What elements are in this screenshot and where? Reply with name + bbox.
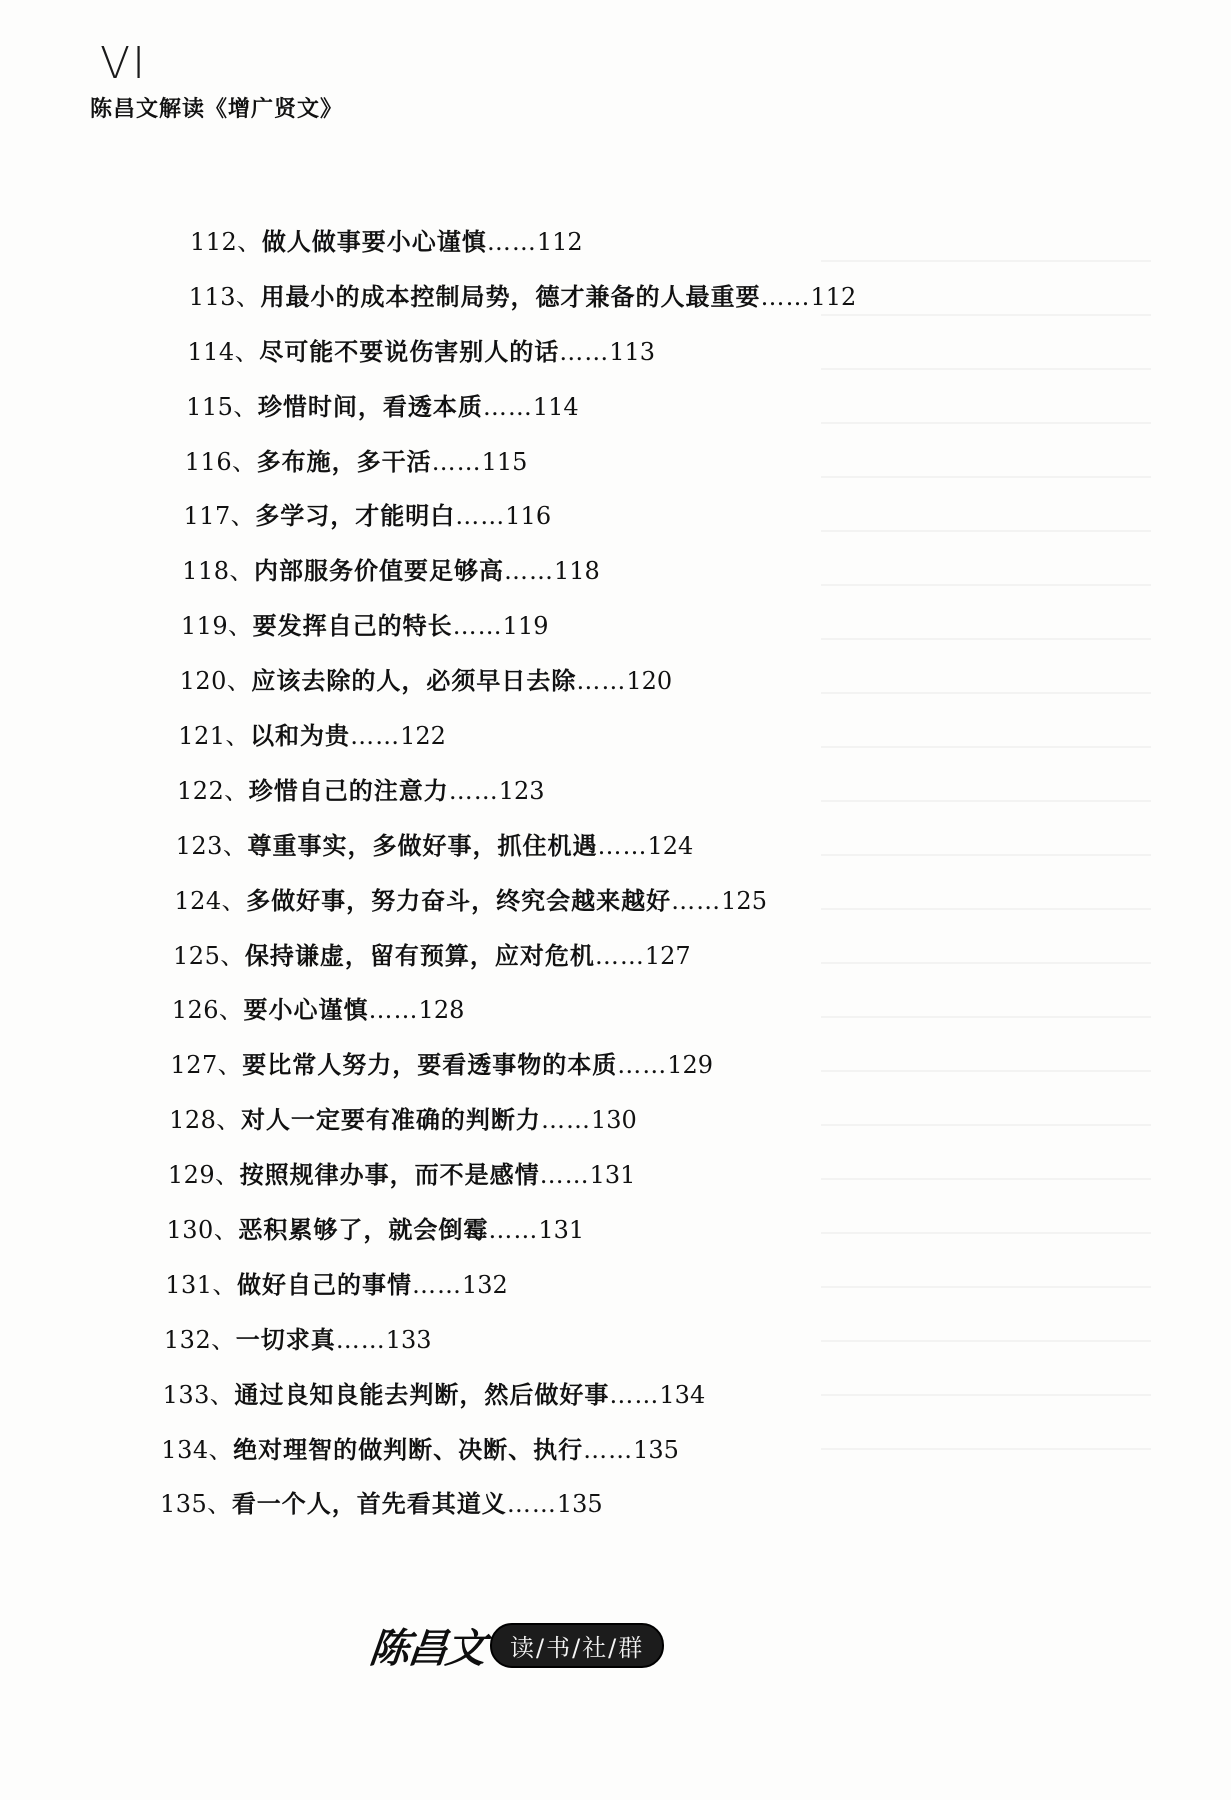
toc-entry-page: 112 <box>536 228 583 256</box>
toc-entry-leader: …… <box>583 1435 634 1464</box>
toc-entry-title: 绝对理智的做判断、决断、执行 <box>233 1435 584 1464</box>
toc-entry-page: 131 <box>538 1216 585 1245</box>
toc-entry-leader: …… <box>455 502 506 531</box>
toc-entry-title: 恶积累够了，就会倒霉 <box>238 1216 489 1245</box>
toc-entry-title: 用最小的成本控制局势，德才兼备的人最重要 <box>260 282 761 311</box>
toc-entry-number: 121、 <box>178 722 251 751</box>
toc-entry-number: 114、 <box>187 337 260 366</box>
toc-entry-leader: …… <box>539 1161 590 1190</box>
toc-entry-number: 116、 <box>184 447 257 476</box>
toc-entry-number: 120、 <box>179 667 252 696</box>
toc-entry-page: 114 <box>532 392 579 421</box>
toc-entry <box>0 215 1231 270</box>
toc-entry-leader: …… <box>576 667 627 696</box>
toc-entry-title: 内部服务价值要足够高 <box>253 557 504 586</box>
toc-entry-leader: …… <box>540 1106 591 1135</box>
toc-entry-leader: …… <box>617 1051 668 1080</box>
toc-entry <box>0 709 1231 764</box>
toc-entry-leader: …… <box>486 228 537 256</box>
toc-entry-number: 128、 <box>169 1106 241 1135</box>
toc-entry-title: 以和为贵 <box>250 722 351 751</box>
toc-entry <box>0 270 1231 325</box>
toc-entry-leader: …… <box>335 1325 386 1354</box>
toc-entry-title: 对人一定要有准确的判断力 <box>240 1106 541 1135</box>
toc-entry-title: 按照规律办事，而不是感情 <box>239 1161 540 1190</box>
toc-entry-leader: …… <box>609 1380 660 1409</box>
toc-entry <box>0 1148 1231 1203</box>
toc-entry-page: 113 <box>609 337 656 366</box>
toc-entry-number: 134、 <box>161 1435 234 1464</box>
toc-entry-number: 133、 <box>162 1380 235 1409</box>
toc-entry-leader: …… <box>597 831 648 860</box>
toc-entry-page: 133 <box>385 1325 432 1354</box>
toc-entry-title: 多做好事，努力奋斗，终究会越来越好 <box>246 886 672 915</box>
toc-entry-number: 117、 <box>183 502 256 531</box>
toc-entry-page: 112 <box>810 282 857 311</box>
toc-entry-page: 134 <box>659 1380 706 1409</box>
toc-entry-title: 一切求真 <box>235 1325 336 1354</box>
toc-entry-leader: …… <box>350 722 401 751</box>
toc-entry-title: 保持谦虚，留有预算，应对危机 <box>244 941 595 970</box>
toc-entry-number: 131、 <box>165 1270 238 1299</box>
toc-entry-number: 124、 <box>174 886 247 915</box>
toc-entry-title: 看一个人，首先看其道义 <box>231 1490 507 1519</box>
toc-entry-title: 做人做事要小心谨慎 <box>261 228 487 256</box>
toc-entry <box>0 380 1231 435</box>
toc-entry-leader: …… <box>368 996 419 1025</box>
toc-entry-title: 尊重事实，多做好事，抓住机遇 <box>247 831 598 860</box>
toc-entry-leader: …… <box>760 282 811 311</box>
running-head: 陈昌文解读《增广贤文》 <box>90 97 344 122</box>
toc-entry-title: 通过良知良能去判断，然后做好事 <box>234 1380 610 1409</box>
toc-entry <box>0 819 1231 874</box>
toc-entry-leader: …… <box>488 1216 539 1245</box>
toc-entry <box>0 929 1231 984</box>
toc-entry-page: 128 <box>418 996 465 1025</box>
toc-entry-page: 127 <box>644 941 691 970</box>
toc-entry <box>0 1038 1231 1093</box>
toc-entry <box>0 1423 1231 1478</box>
toc-entry-leader: …… <box>559 337 610 366</box>
toc-entry <box>0 874 1231 929</box>
toc-entry <box>0 654 1231 709</box>
toc-entry <box>0 1477 1231 1532</box>
toc-entry-title: 尽可能不要说伤害别人的话 <box>259 337 560 366</box>
toc-entry-number: 122、 <box>176 776 249 805</box>
toc-entry-leader: …… <box>412 1270 463 1299</box>
toc-entry-title: 要小心谨慎 <box>243 996 369 1025</box>
toc-entry <box>0 1313 1231 1368</box>
toc-entry-number: 127、 <box>170 1051 243 1080</box>
toc-entry-title: 要比常人努力，要看透事物的本质 <box>242 1051 618 1080</box>
toc-entry-leader: …… <box>431 447 482 476</box>
toc-entry-page: 131 <box>589 1161 636 1190</box>
toc-entry <box>0 489 1231 544</box>
toc-entry-title: 要发挥自己的特长 <box>252 612 453 641</box>
toc-entry-page: 129 <box>667 1051 714 1080</box>
toc-entry-leader: …… <box>671 886 722 915</box>
toc-entry-page: 122 <box>400 722 446 751</box>
toc-entry-page: 119 <box>502 612 549 641</box>
toc-entry-number: 115、 <box>186 392 258 421</box>
toc-entry-number: 113、 <box>188 282 261 311</box>
toc-entry-leader: …… <box>482 392 533 421</box>
toc-entry-number: 125、 <box>173 941 245 970</box>
toc-entry-page: 115 <box>481 447 528 476</box>
toc-entry-number: 119、 <box>180 612 253 641</box>
toc-entry-title: 多学习，才能明白 <box>255 502 456 531</box>
toc-entry-page: 116 <box>505 502 552 531</box>
toc-entry-title: 多布施，多干活 <box>256 447 432 476</box>
toc-entry-page: 135 <box>556 1490 603 1519</box>
toc-entry-number: 135、 <box>160 1490 232 1519</box>
toc-entry-number: 130、 <box>166 1216 239 1245</box>
table-of-contents <box>0 215 1231 1532</box>
toc-entry-page: 123 <box>498 776 545 805</box>
toc-entry-leader: …… <box>506 1490 557 1519</box>
publisher-logo <box>367 1615 664 1675</box>
toc-entry-page: 130 <box>590 1106 637 1135</box>
toc-entry-leader: …… <box>503 557 554 586</box>
toc-entry-title: 珍惜时间，看透本质 <box>257 392 483 421</box>
toc-entry-number: 129、 <box>167 1161 240 1190</box>
toc-entry-number: 123、 <box>175 831 248 860</box>
toc-entry-page: 132 <box>462 1270 508 1299</box>
toc-entry-leader: …… <box>448 776 499 805</box>
toc-entry-page: 118 <box>553 557 600 586</box>
toc-entry-page: 135 <box>633 1435 679 1464</box>
toc-entry-leader: …… <box>452 612 503 641</box>
toc-entry-number: 132、 <box>163 1325 236 1354</box>
toc-entry <box>0 325 1231 380</box>
toc-entry <box>0 599 1231 654</box>
toc-entry-page: 124 <box>647 831 694 860</box>
logo-brand-text: 陈昌文 <box>367 1624 487 1672</box>
toc-entry-number: 126、 <box>171 996 244 1025</box>
toc-entry <box>0 764 1231 819</box>
toc-entry <box>0 435 1231 490</box>
toc-entry-title: 应该去除的人，必须早日去除 <box>251 667 577 696</box>
toc-entry-leader: …… <box>594 941 645 970</box>
toc-entry <box>0 544 1231 599</box>
toc-entry <box>0 983 1231 1038</box>
toc-entry-page: 125 <box>721 886 767 915</box>
toc-entry <box>0 1093 1231 1148</box>
toc-entry-page: 120 <box>626 667 673 696</box>
toc-entry-title: 做好自己的事情 <box>237 1270 413 1299</box>
toc-entry-title: 珍惜自己的注意力 <box>248 776 449 805</box>
toc-entry-number: 112、 <box>190 228 262 256</box>
toc-entry-number: 118、 <box>182 557 254 586</box>
page-number: VI <box>100 38 148 89</box>
toc-entry <box>0 1203 1231 1258</box>
toc-entry <box>0 1258 1231 1313</box>
logo-pill-text: 读/书/社/群 <box>490 1623 664 1668</box>
toc-entry <box>0 1368 1231 1423</box>
